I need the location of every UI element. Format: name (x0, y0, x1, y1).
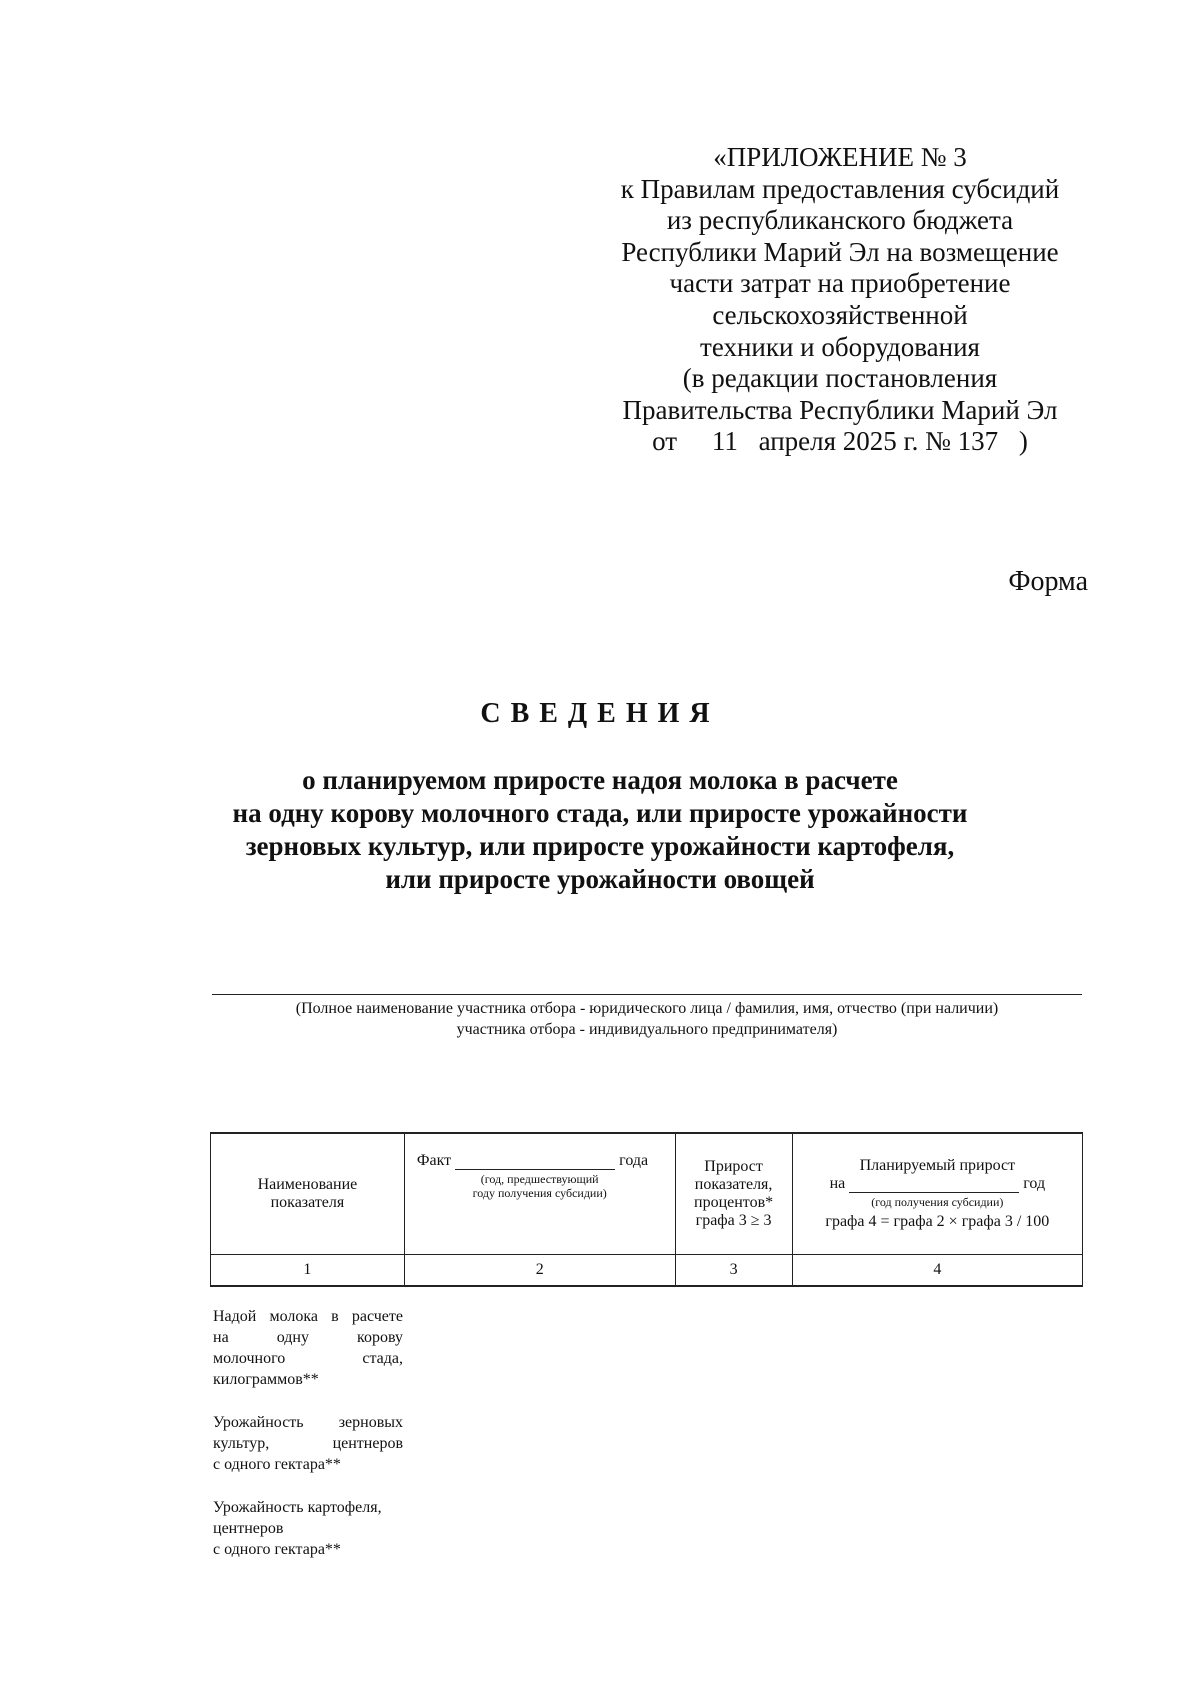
edition-day: 11 (711, 426, 738, 457)
indicator-grain-yield: Урожайность зерновых культур, центнеров с одного гектара** (213, 1414, 403, 1473)
indicators-table (210, 1132, 1083, 1287)
subtitle-line: о планируемом приросте надоя молока в расчете (302, 765, 898, 795)
planned-note: (год получения субсидии) (871, 1195, 1004, 1209)
table-row-numbers (211, 1255, 1083, 1287)
subtitle-line: зерновых культур, или приросте урожайности картофеля, (245, 831, 955, 861)
indicator-list (213, 1306, 403, 1582)
edition-number: 137 (957, 426, 999, 457)
participant-caption-line: (Полное наименование участника отбора - юридического лица / фамилия, имя, отчество (при наличии) (295, 1000, 999, 1017)
fact-note: (год, предшествующий году получения субсидии) (472, 1172, 607, 1200)
edition-date-line (600, 426, 1080, 458)
appendix-line: (в редакции постановления (682, 363, 998, 394)
planned-title: Планируемый прирост (859, 1157, 1016, 1174)
appendix-line: сельскохозяйственной (712, 299, 968, 330)
subtitle-line: на одну корову молочного стада, или приросте урожайности (232, 798, 968, 828)
planned-formula: графа 4 = графа 2 × графа 3 / 100 (825, 1213, 1050, 1230)
appendix-line: «ПРИЛОЖЕНИЕ № 3 (713, 142, 967, 172)
participant-caption-line: участника отбора - индивидуального предпринимателя) (456, 1021, 838, 1038)
appendix-header (600, 142, 1080, 458)
column-number: 2 (404, 1255, 675, 1287)
form-label: Форма (1008, 566, 1088, 597)
document-title: СВЕДЕНИЯ (480, 698, 720, 729)
appendix-line: из республиканского бюджета (666, 205, 1014, 236)
appendix-line: к Правилам предоставления субсидий (620, 173, 1060, 204)
header-growth: Прирост показателя, процентов* графа 3 ≥ 3 (675, 1133, 792, 1255)
participant-caption (212, 998, 1082, 1040)
subtitle-line: или приросте урожайности овощей (385, 864, 815, 894)
edition-close: ) (1018, 426, 1028, 457)
column-number: 1 (211, 1255, 405, 1287)
planned-prefix: на (829, 1175, 846, 1192)
appendix-line: части затрат на приобретение (669, 268, 1011, 299)
appendix-line: техники и оборудования (700, 331, 980, 362)
header-indicator-name: Наименование показателя (211, 1133, 405, 1255)
indicator-milk-yield: Надой молока в расчете на одну корову молочного стада, килограммов** (213, 1308, 403, 1388)
planned-year-blank (849, 1176, 1019, 1193)
fact-suffix: года (619, 1152, 649, 1169)
edition-prefix: от (652, 426, 678, 457)
column-number: 4 (792, 1255, 1082, 1287)
column-number: 3 (675, 1255, 792, 1287)
document-subtitle (180, 764, 1020, 896)
header-planned-growth (792, 1133, 1082, 1255)
planned-suffix: год (1023, 1175, 1046, 1192)
appendix-line: Республики Марий Эл на возмещение (621, 236, 1059, 267)
fact-year-blank (455, 1153, 615, 1170)
participant-name-blank (212, 994, 1082, 995)
indicator-potato-yield: Урожайность картофеля, центнеров с одного гектара** (213, 1499, 382, 1558)
fact-prefix: Факт (416, 1152, 452, 1169)
header-fact (404, 1133, 675, 1255)
table-header-row (211, 1133, 1083, 1255)
appendix-line: Правительства Республики Марий Эл (622, 394, 1058, 425)
edition-month-year: апреля 2025 г. № (758, 426, 951, 457)
